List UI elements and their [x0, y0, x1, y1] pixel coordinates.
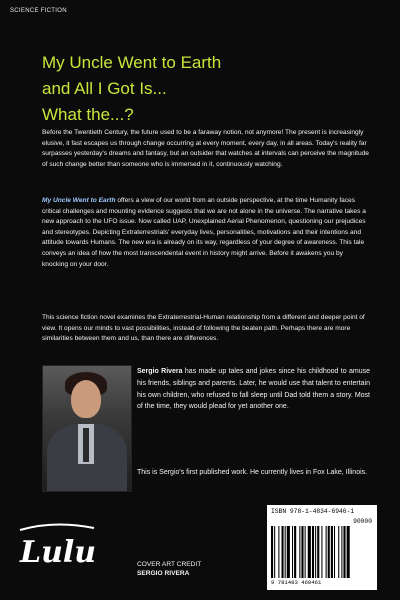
cover-art-credit [137, 560, 257, 578]
genre-label: SCIENCE FICTION [10, 8, 67, 14]
blurb-lead-title: My Uncle Went to Earth [42, 197, 116, 204]
author-bio-2: This is Sergio's first published work. He currently lives in Fox Lake, Illinois. [137, 469, 368, 476]
isbn-text: ISBN 978-1-4834-6946-1 [271, 508, 355, 515]
isbn-barcode [267, 505, 377, 590]
author-photo [42, 365, 132, 492]
author-bio-text: has made up tales and jokes since his childhood to amuse his friends, siblings and parents. Later, he would use that talent to entertain his own children, who refused to fall sleep until Dad told them a story. Most of the time, they would plead for yet another one. [137, 368, 370, 411]
barcode-number: 9 781483 469461 [271, 579, 322, 586]
blurb-paragraph-1: Before the Twentieth Century, the future used to be a faraway notion, not anymore! The present is increasingly elusive, it fast escapes us through change occurring at every moment, every day, in all areas. Today's reality far surpasses yesterday's dreams and fantasy, but an outsider that watches at intervals can perceive the magnitude of such change better than someone who is immersed in it, continuously watching. [42, 129, 369, 168]
barcode-bars [271, 526, 373, 578]
book-title [42, 50, 372, 128]
blurb-paragraph-3: This science fiction novel examines the Extraterrestrial-Human relationship from a different and deeper point of view. It opens our minds to vast possibilities, instead of following the beaten path. Perhaps there are more similarities between them and us, than there are differences. [42, 314, 365, 343]
credit-label: COVER ART CREDIT [137, 561, 202, 568]
credit-name: SERGIO RIVERA [137, 570, 190, 577]
lulu-logo-text: Lulu [20, 535, 97, 570]
blurb-paragraph-2 [42, 196, 370, 270]
blurb-paragraph-2-text: offers a view of our world from an outside perspective, at the time Humanity faces critical challenges and mounting evidence suggests that we are not alone in the universe. The narrative takes a new approach to the UFO issue. Now called UAP, Unexplained Aerial Phenomenon, questioning our prejudices and stereotypes. Depicting Extraterrestrials' everyday lives, personalities, motivations and their intentions and attitude towards Humans. The new era is already on its way, regardless of your degree of awareness. This tale conveys an idea of how the most transcendental event in history might arrive. Before it awakens you by knocking on your door. [42, 197, 366, 268]
author-bio [137, 366, 370, 413]
price-code: 90000 [353, 518, 372, 525]
lulu-logo [14, 520, 100, 580]
title-line-3: What the...? [42, 105, 134, 124]
author-name: Sergio Rivera [137, 368, 183, 375]
title-line-2: and All I Got Is... [42, 79, 167, 98]
title-line-1: My Uncle Went to Earth [42, 53, 222, 72]
